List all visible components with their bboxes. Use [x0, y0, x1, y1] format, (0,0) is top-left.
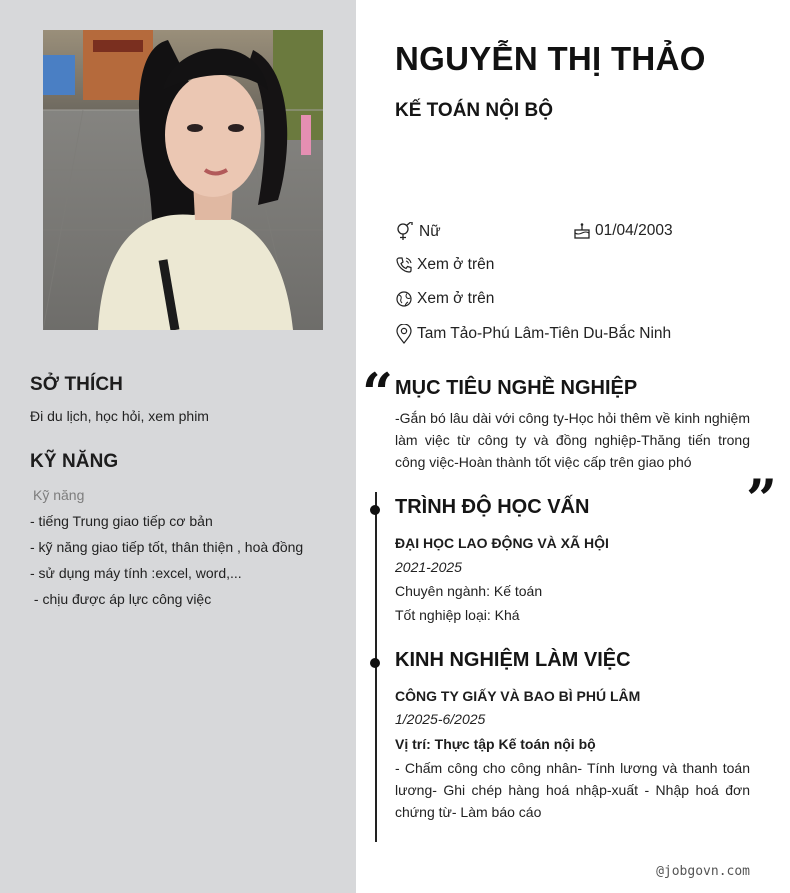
- hobbies-text: Đi du lịch, học hỏi, xem phim: [30, 408, 209, 424]
- experience-title: KINH NGHIỆM LÀM VIỆC: [395, 649, 631, 671]
- education-title: TRÌNH ĐỘ HỌC VẤN: [395, 496, 590, 518]
- profile-photo-image: [43, 30, 323, 330]
- phone-row: [395, 256, 494, 274]
- company-name: CÔNG TY GIẤY VÀ BAO BÌ PHÚ LÂM: [395, 688, 641, 704]
- experience-period: 1/2025-6/2025: [395, 711, 486, 727]
- objective-title: MỤC TIÊU NGHỀ NGHIỆP: [395, 377, 638, 399]
- birthdate-value: 01/04/2003: [595, 222, 673, 239]
- phone-value: Xem ở trên: [417, 256, 495, 273]
- website-row: [395, 290, 494, 308]
- education-period: 2021-2025: [395, 559, 462, 575]
- close-quote-icon: ”: [746, 467, 778, 531]
- gender-icon: [395, 222, 415, 242]
- job-title: KẾ TOÁN NỘI BỘ: [395, 100, 553, 121]
- profile-photo: [43, 30, 323, 330]
- sidebar: [0, 0, 356, 893]
- address-row: [395, 324, 671, 344]
- open-quote-icon: “: [362, 361, 394, 425]
- timeline-dot: [370, 505, 380, 515]
- gender-value: Nữ: [419, 223, 441, 240]
- skill-item: - sử dụng máy tính :excel, word,...: [30, 565, 242, 581]
- skill-item: - tiếng Trung giao tiếp cơ bản: [30, 513, 213, 529]
- skill-item: - kỹ năng giao tiếp tốt, thân thiện , hoà đồng: [30, 539, 304, 555]
- objective-text: -Gắn bó lâu dài với công ty-Học hỏi thêm về kinh nghiệm làm việc từ công ty và đồng nghiệp-Thăng tiến trong công việc-Hoàn thành tốt việc cấp trên giao phó: [395, 410, 750, 470]
- watermark: @jobgovn.com: [656, 864, 750, 879]
- skill-item: - chịu được áp lực công việc: [30, 591, 212, 607]
- cake-icon: [573, 222, 591, 240]
- candidate-name: NGUYỄN THỊ THẢO: [395, 40, 706, 77]
- address-value: Tam Tảo-Phú Lâm-Tiên Du-Bắc Ninh: [417, 325, 672, 342]
- location-pin-icon: [395, 324, 413, 344]
- skills-subtitle: Kỹ năng: [33, 487, 85, 503]
- gender-row: [395, 222, 441, 242]
- birthdate-row: [573, 222, 673, 240]
- timeline-dot: [370, 658, 380, 668]
- hobbies-title: SỞ THÍCH: [30, 374, 124, 395]
- education-grade: Tốt nghiệp loại: Khá: [395, 607, 520, 623]
- school-name: ĐẠI HỌC LAO ĐỘNG VÀ XÃ HỘI: [395, 535, 609, 551]
- phone-icon: [395, 256, 413, 274]
- experience-description: - Chấm công cho công nhân- Tính lương và thanh toán lương- Ghi chép hàng hoá nhập-xuất - Nhập hoá đơn chứng từ- Làm báo cáo: [395, 760, 750, 820]
- education-major: Chuyên ngành: Kế toán: [395, 583, 543, 599]
- skills-title: KỸ NĂNG: [30, 451, 119, 472]
- website-value: Xem ở trên: [417, 290, 495, 307]
- globe-icon: [395, 290, 413, 308]
- experience-position: Vị trí: Thực tập Kế toán nội bộ: [395, 736, 596, 752]
